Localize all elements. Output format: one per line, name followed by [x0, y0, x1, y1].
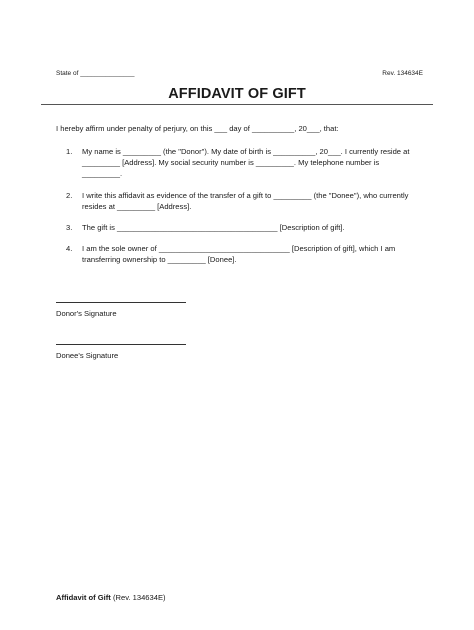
page-footer [56, 593, 166, 602]
list-item-text: The gift is ______________________________________ [Description of gift]. [82, 223, 345, 233]
donee-signature-block [56, 344, 186, 360]
list-item-text: My name is _________ (the "Donor"). My date of birth is __________, 20___. I currently reside at _________ [Address]. My social security number is _________. My telephone number is _________. [82, 147, 410, 179]
footer-revision: (Rev. 134634E) [110, 593, 166, 602]
revision-label: Rev. 134634E [382, 70, 423, 77]
title-divider [41, 104, 433, 105]
donee-signature-label: Donee's Signature [56, 351, 119, 360]
donor-signature-line [56, 302, 186, 303]
footer-title: Affidavit of Gift [56, 593, 111, 602]
list-item [56, 222, 416, 233]
list-item-number: 4. [66, 244, 73, 254]
list-item-text: I am the sole owner of _______________________________ [Description of gift], which I am transferring ownership to _________ [Donee]. [82, 244, 396, 265]
list-item-text: I write this affidavit as evidence of the transfer of a gift to _________ (the "Donee"), who currently resides at _________ [Address]. [82, 190, 409, 211]
donor-signature-block [56, 302, 186, 318]
list-item-number: 2. [66, 190, 73, 200]
document-title: AFFIDAVIT OF GIFT [168, 86, 306, 102]
donee-signature-line [56, 344, 186, 345]
state-field: State of _______________ [56, 70, 135, 77]
intro-paragraph: I hereby affirm under penalty of perjury, on this ___ day of __________, 20___, that: [56, 124, 339, 133]
numbered-list [56, 146, 416, 276]
list-item [56, 243, 416, 265]
donor-signature-label: Donor's Signature [56, 309, 117, 318]
list-item-number: 3. [66, 223, 73, 233]
list-item-number: 1. [66, 147, 73, 156]
list-item [56, 190, 416, 212]
list-item [56, 146, 416, 180]
